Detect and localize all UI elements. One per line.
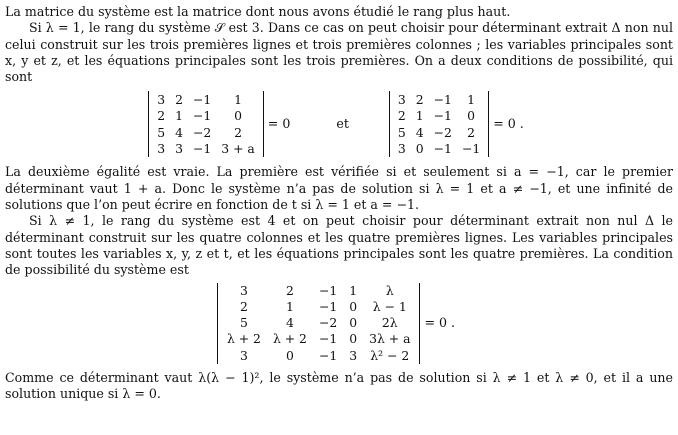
det3-cell: −1 (318, 282, 338, 298)
paragraph-lambda-neq-1: Si λ ≠ 1, le rang du système est 4 et on peut choisir pour déterminant extrait non nul Δ le déterminant construit sur les quatre colonnes et les quatre premières lignes. Les variables principales sont toutes les variables x, y, z et t, et les équations principales sont les quatre premières. La condition de possibilité du système est (5, 213, 673, 278)
det3-cell: 5 (239, 315, 248, 331)
det3-cell: −1 (318, 347, 338, 363)
det3-cell: 3λ + a (369, 331, 411, 347)
det1-cell: 3 (157, 141, 166, 157)
det2-cell: 1 (415, 108, 424, 124)
det3-cell: λ − 1 (372, 298, 407, 314)
det1-cell: 1 (234, 91, 242, 107)
det1-cell: −1 (193, 141, 212, 157)
det3-cell: 3 (239, 347, 248, 363)
det2-cell: 2 (467, 124, 476, 140)
equation-possibility-conditions (5, 91, 673, 157)
det3-row (221, 299, 417, 315)
det3-row (221, 315, 417, 331)
det3-cell: −2 (318, 315, 338, 331)
det3-cell: 3 (349, 347, 358, 363)
det3-cell: 2 (285, 282, 294, 298)
paragraph-conclusion-2: Comme ce déterminant vaut λ(λ − 1)², le système n’a pas de solution si λ ≠ 1 et λ ≠ 0, et il a une solution unique si λ = 0. (5, 370, 673, 402)
det3-cell: 1 (285, 298, 294, 314)
det3-cell: 0 (285, 347, 294, 363)
det2-cell: 4 (415, 124, 424, 140)
det3-cell: 0 (349, 315, 358, 331)
det1-row (152, 141, 260, 158)
determinant-1-table (152, 91, 260, 157)
det1-cell: −1 (193, 91, 212, 107)
det2-cell: 1 (467, 91, 476, 107)
determinant-2-table (393, 91, 485, 157)
document-body (5, 4, 673, 403)
det2-cell: 2 (397, 108, 406, 124)
det1-cell: 5 (157, 124, 166, 140)
determinant-3-table (221, 283, 417, 364)
det1-row (152, 124, 260, 141)
det1-row (152, 108, 260, 125)
det2-cell: 2 (415, 91, 424, 107)
det3-cell: 2λ (381, 315, 398, 331)
det3-cell: 1 (349, 282, 358, 298)
det2-cell: −1 (433, 91, 452, 107)
det3-cell: 0 (349, 331, 358, 347)
det3-row (221, 283, 417, 299)
det2-cell: 3 (397, 91, 406, 107)
conjunction: et (336, 116, 349, 132)
det3-cell: −1 (318, 331, 338, 347)
det2-cell: 0 (467, 108, 476, 124)
det3-cell: 3 (239, 282, 248, 298)
det3-row (221, 331, 417, 347)
det2-row (393, 124, 485, 141)
det3-cell: 2 (239, 298, 248, 314)
det2-cell: 0 (415, 141, 424, 157)
det3-cell: 4 (285, 315, 294, 331)
det1-cell: 2 (175, 91, 183, 107)
det2-row (393, 141, 485, 158)
det3-row (221, 348, 417, 364)
det3-cell: λ + 2 (272, 331, 307, 347)
det1-cell: 3 + a (221, 141, 255, 157)
paragraph-lambda-eq-1: Si λ = 1, le rang du système 𝒮 est 3. Dans ce cas on peut choisir pour déterminant extrait Δ non nul celui construit sur les trois premières lignes et trois premières colonnes ; les variables principales sont x, y et z, et les équations principales sont les trois premières. On a deux conditions de possibilité, qui sont (5, 20, 673, 85)
determinant-2-relation: = 0 . (493, 116, 524, 132)
det1-row (152, 91, 260, 108)
det3-cell: −1 (318, 298, 338, 314)
det3-cell: λ (385, 282, 394, 298)
det2-cell: 3 (397, 141, 406, 157)
determinant-3 (217, 283, 421, 364)
determinant-1-relation: = 0 (267, 116, 291, 132)
det2-cell: −1 (433, 108, 452, 124)
det1-cell: 3 (157, 91, 166, 107)
det1-cell: 0 (234, 108, 242, 124)
det3-cell: 0 (349, 298, 358, 314)
determinant-3-relation: = 0 . (424, 315, 456, 331)
det1-cell: 4 (175, 124, 183, 140)
det1-cell: 1 (175, 108, 183, 124)
det3-cell: λ² − 2 (370, 347, 410, 363)
det3-cell: λ + 2 (226, 331, 261, 347)
determinant-2 (389, 91, 489, 157)
det1-cell: 2 (157, 108, 166, 124)
det1-cell: 2 (234, 124, 242, 140)
det1-cell: 3 (175, 141, 183, 157)
determinant-1 (148, 91, 264, 157)
det2-row (393, 91, 485, 108)
paragraph-conclusion-1: La deuxième égalité est vraie. La première est vérifiée si et seulement si a = −1, car le premier déterminant vaut 1 + a. Donc le système n’a pas de solution si λ = 1 et a ≠ −1, et une infinité de solutions que l’on peut écrire en fonction de t si λ = 1 et a = −1. (5, 164, 673, 213)
paragraph-intro: La matrice du système est la matrice dont nous avons étudié le rang plus haut. (5, 4, 511, 19)
det2-cell: −1 (433, 141, 452, 157)
det1-cell: −2 (193, 124, 212, 140)
equation-condition-system (5, 283, 673, 364)
det2-cell: 5 (397, 124, 406, 140)
det2-row (393, 108, 485, 125)
det2-cell: −1 (461, 141, 481, 157)
det1-cell: −1 (193, 108, 212, 124)
det2-cell: −2 (433, 124, 452, 140)
